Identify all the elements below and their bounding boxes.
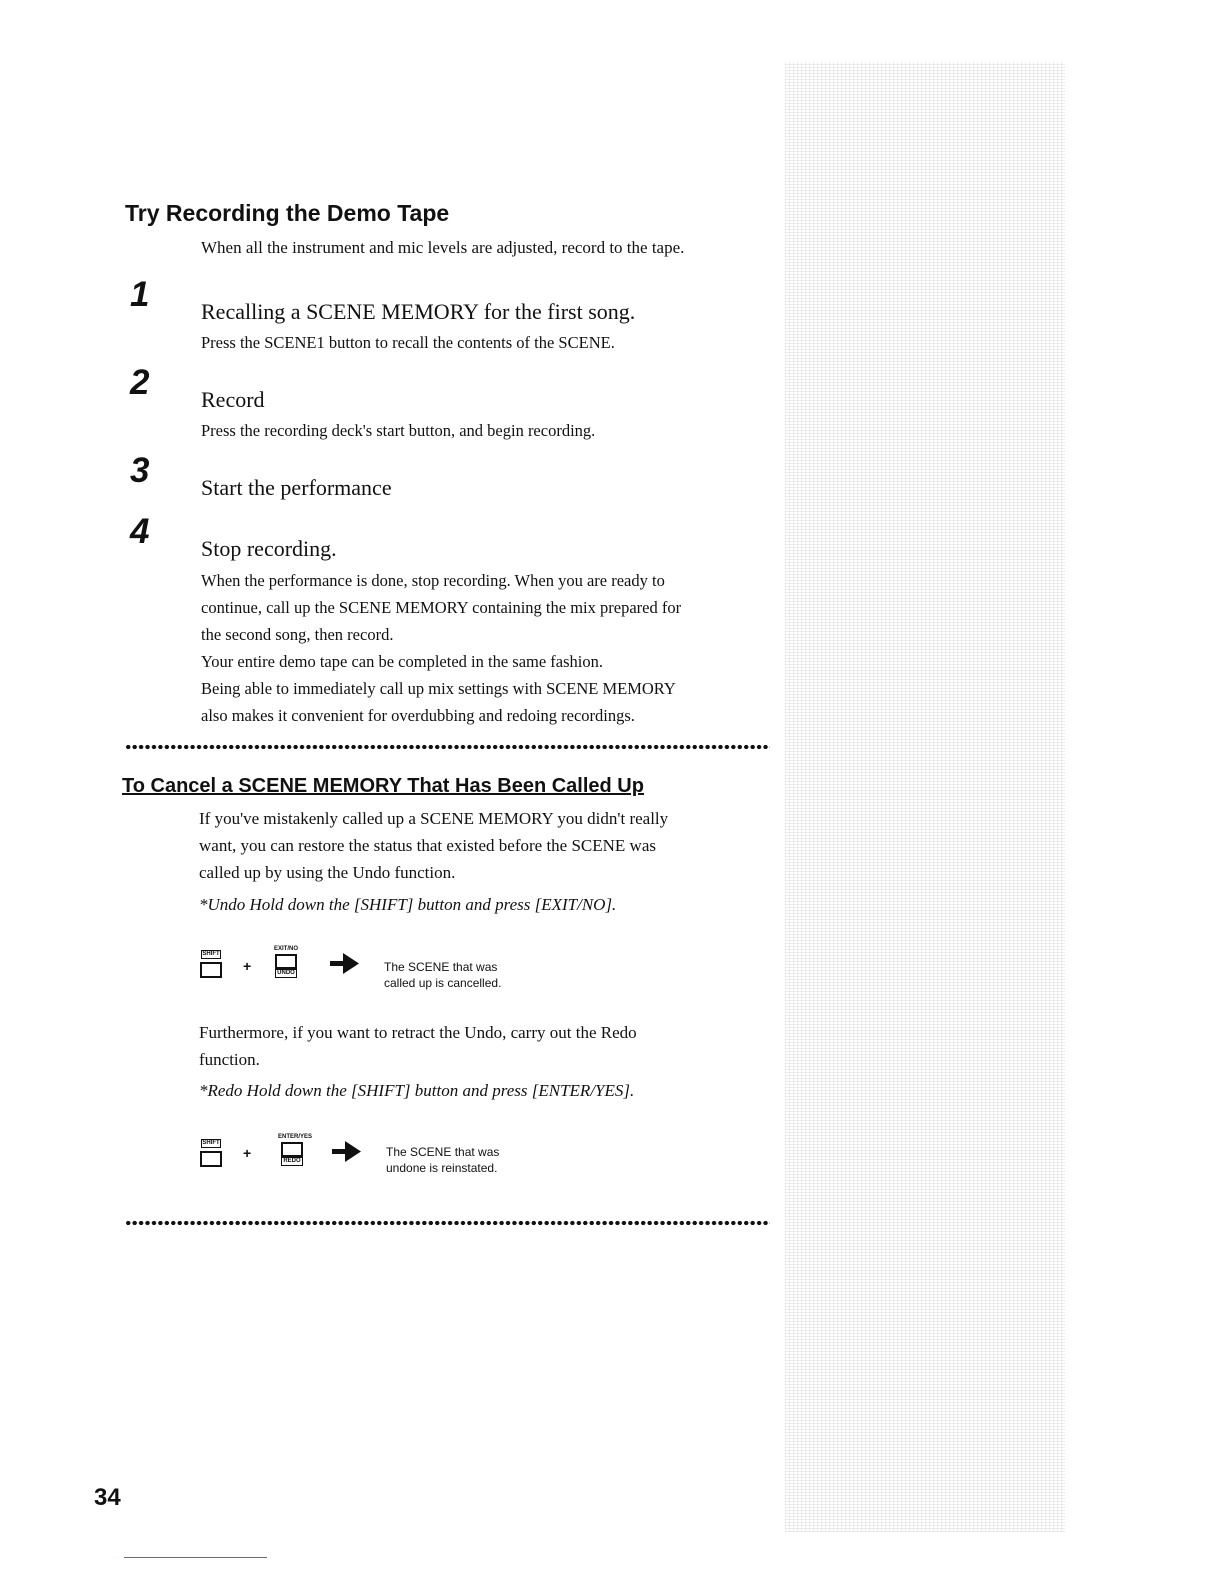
section-intro: When all the instrument and mic levels are adjusted, record to the tape. <box>201 238 685 257</box>
paragraph-line: If you've mistakenly called up a SCENE MEMORY you didn't really <box>199 809 669 828</box>
step-number-3: 3 <box>130 451 150 490</box>
step4-line: When the performance is done, stop recording. When you are ready to <box>201 571 665 590</box>
footer-rule <box>124 1557 267 1558</box>
exit-no-key-icon <box>275 954 297 969</box>
section-title-cancel-scene: To Cancel a SCENE MEMORY That Has Been Called Up <box>122 775 644 797</box>
right-arrow-icon <box>330 952 360 976</box>
step4-line: Your entire demo tape can be completed in the same fashion. <box>201 652 603 671</box>
shift-key-label: SHIFT <box>202 951 220 957</box>
step-title-1: Recalling a SCENE MEMORY for the first song. <box>201 299 636 324</box>
dotted-divider <box>125 744 770 750</box>
step4-line: the second song, then record. <box>201 625 394 644</box>
result-line: The SCENE that was <box>386 1145 500 1159</box>
dotted-divider <box>125 1220 770 1226</box>
redo-result-text <box>386 1144 546 1176</box>
step4-line: Being able to immediately call up mix settings with SCENE MEMORY <box>201 679 676 698</box>
shift-key-icon <box>200 962 222 978</box>
step-body-2: Press the recording deck's start button, and begin recording. <box>201 421 596 440</box>
page-number: 34 <box>94 1484 121 1511</box>
undo-note: *Undo Hold down the [SHIFT] button and press [EXIT/NO]. <box>199 895 617 914</box>
undo-key-label: UNDO <box>275 969 297 978</box>
result-line: called up is cancelled. <box>384 976 502 990</box>
step-number-2: 2 <box>130 363 150 402</box>
undo-result-text <box>384 959 544 991</box>
paragraph-line: function. <box>199 1050 260 1069</box>
redo-key-label: REDO <box>281 1157 303 1166</box>
step-number-4: 4 <box>130 512 150 551</box>
enter-yes-key-icon <box>281 1142 303 1157</box>
step4-line: also makes it convenient for overdubbing and redoing recordings. <box>201 706 635 725</box>
step-body-4 <box>201 567 781 729</box>
redo-note: *Redo Hold down the [SHIFT] button and press [ENTER/YES]. <box>199 1081 635 1100</box>
step-title-4: Stop recording. <box>201 536 337 561</box>
paragraph-line: want, you can restore the status that existed before the SCENE was <box>199 836 656 855</box>
side-halftone-band <box>785 62 1065 1532</box>
shift-key-label: SHIFT <box>202 1140 220 1146</box>
step4-line: continue, call up the SCENE MEMORY containing the mix prepared for <box>201 598 682 617</box>
exit-no-key-label: EXIT/NO <box>274 946 299 952</box>
paragraph-line: Furthermore, if you want to retract the Undo, carry out the Redo <box>199 1023 637 1042</box>
shift-key-icon <box>200 1151 222 1167</box>
section-title-demo-tape: Try Recording the Demo Tape <box>125 200 450 226</box>
paragraph-line: called up by using the Undo function. <box>199 863 456 882</box>
result-line: The SCENE that was <box>384 960 498 974</box>
plus-sign: + <box>243 1145 252 1161</box>
enter-yes-key-label: ENTER/YES <box>278 1134 313 1140</box>
step-number-1: 1 <box>130 275 150 314</box>
result-line: undone is reinstated. <box>386 1161 498 1175</box>
step-title-2: Record <box>201 387 265 412</box>
step-body-1: Press the SCENE1 button to recall the contents of the SCENE. <box>201 333 615 352</box>
redo-paragraph <box>199 1019 759 1073</box>
right-arrow-icon <box>332 1140 362 1164</box>
cancel-paragraph <box>199 805 759 886</box>
plus-sign: + <box>243 958 252 974</box>
step-title-3: Start the performance <box>201 475 392 500</box>
